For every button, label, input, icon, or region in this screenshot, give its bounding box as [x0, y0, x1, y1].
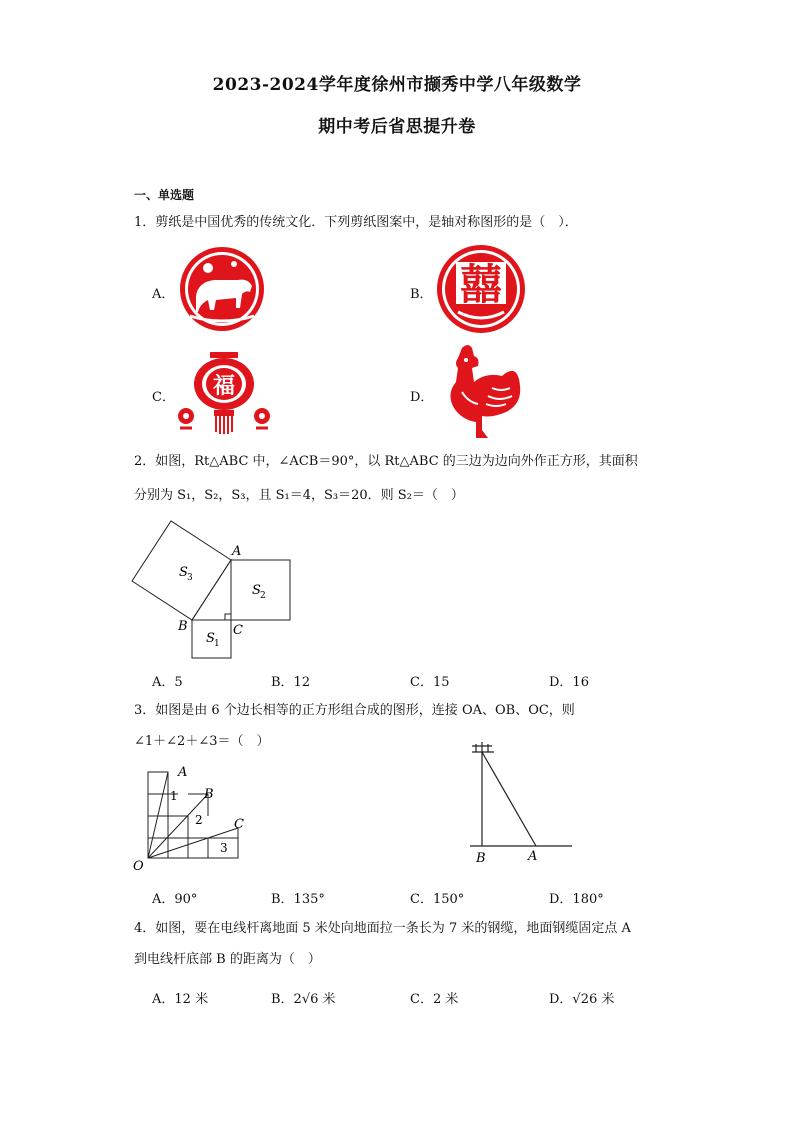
q2-label-s3-sub: 3 — [187, 573, 193, 583]
q3-label-b: B — [204, 787, 214, 802]
q3-label-c: C — [234, 817, 244, 832]
q1-stem: 1．剪纸是中国优秀的传统文化．下列剪纸图案中，是轴对称图形的是（ ）． — [134, 215, 578, 230]
q4-option-a: A．12 米 — [152, 992, 209, 1007]
q4-option-c: C．2 米 — [410, 992, 459, 1007]
q2-label-s3: S — [179, 565, 188, 580]
q3-option-a: A．90° — [152, 892, 198, 907]
fu-char: 福 — [212, 374, 236, 399]
section-heading: 一、单选题 — [134, 188, 195, 202]
q4-option-b: B．2√6 米 — [271, 992, 336, 1007]
q2-label-s2-sub: 2 — [260, 591, 266, 601]
q2-line1: 2．如图，Rt△ABC 中，∠ACB＝90°，以 Rt△ABC 的三边为边向外作正方形，其面积 — [134, 454, 638, 469]
q4-label-b: B — [476, 851, 486, 866]
q2-label-s2: S — [252, 583, 261, 598]
q2-label-s1-sub: 1 — [214, 639, 220, 649]
q2-figure — [128, 540, 298, 662]
q2-option-b: B．12 — [271, 675, 311, 690]
q3-option-b: B．135° — [271, 892, 325, 907]
q3-label-o: O — [133, 859, 144, 874]
q3-angle-3: 3 — [220, 841, 228, 855]
q3-angle-2: 2 — [195, 813, 203, 827]
q1-option-a-label: A． — [152, 287, 175, 302]
exam-title-line1: 2023-2024学年度徐州市撷秀中学八年级数学 — [212, 75, 582, 95]
q1-option-d-label: D． — [410, 390, 434, 405]
q2-label-a: A — [232, 544, 242, 559]
rooster-papercut-icon — [432, 342, 524, 444]
q4-line2: 到电线杆底部 B 的距离为（ ） — [134, 952, 321, 967]
fu-lantern-papercut-icon — [176, 350, 272, 436]
q3-option-c: C．150° — [410, 892, 465, 907]
double-happiness-papercut-icon — [434, 244, 528, 334]
q2-line2: 分别为 S₁，S₂，S₃，且 S₁＝4，S₃＝20．则 S₂＝（ ） — [134, 488, 464, 503]
q2-option-d: D．16 — [549, 675, 589, 690]
q2-option-a: A．5 — [152, 675, 183, 690]
q1-option-c-label: C． — [152, 390, 175, 405]
q3-angle-1: 1 — [170, 789, 178, 803]
q3-line1: 3．如图是由 6 个边长相等的正方形组合成的图形，连接 OA、OB、OC，则 — [134, 703, 575, 718]
q3-line2: ∠1＋∠2＋∠3＝（ ） — [134, 734, 270, 749]
q3-figure — [128, 762, 258, 874]
q4-option-d: D．√26 米 — [549, 992, 615, 1007]
q2-label-c: C — [233, 623, 243, 638]
q2-option-c: C．15 — [410, 675, 450, 690]
q2-label-s1: S — [206, 631, 215, 646]
q3-label-a: A — [178, 765, 188, 780]
exam-title-line2: 期中考后省思提升卷 — [318, 117, 476, 137]
ox-papercut-icon — [176, 246, 268, 332]
q1-option-b-label: B． — [410, 287, 433, 302]
q2-label-b: B — [178, 619, 188, 634]
q4-figure — [466, 736, 576, 864]
q3-option-d: D．180° — [549, 892, 604, 907]
xi-char: 囍 — [459, 260, 503, 309]
q4-label-a: A — [528, 849, 538, 864]
q4-line1: 4．如图，要在电线杆离地面 5 米处向地面拉一条长为 7 米的钢缆，地面钢缆固定点 A — [134, 921, 631, 936]
